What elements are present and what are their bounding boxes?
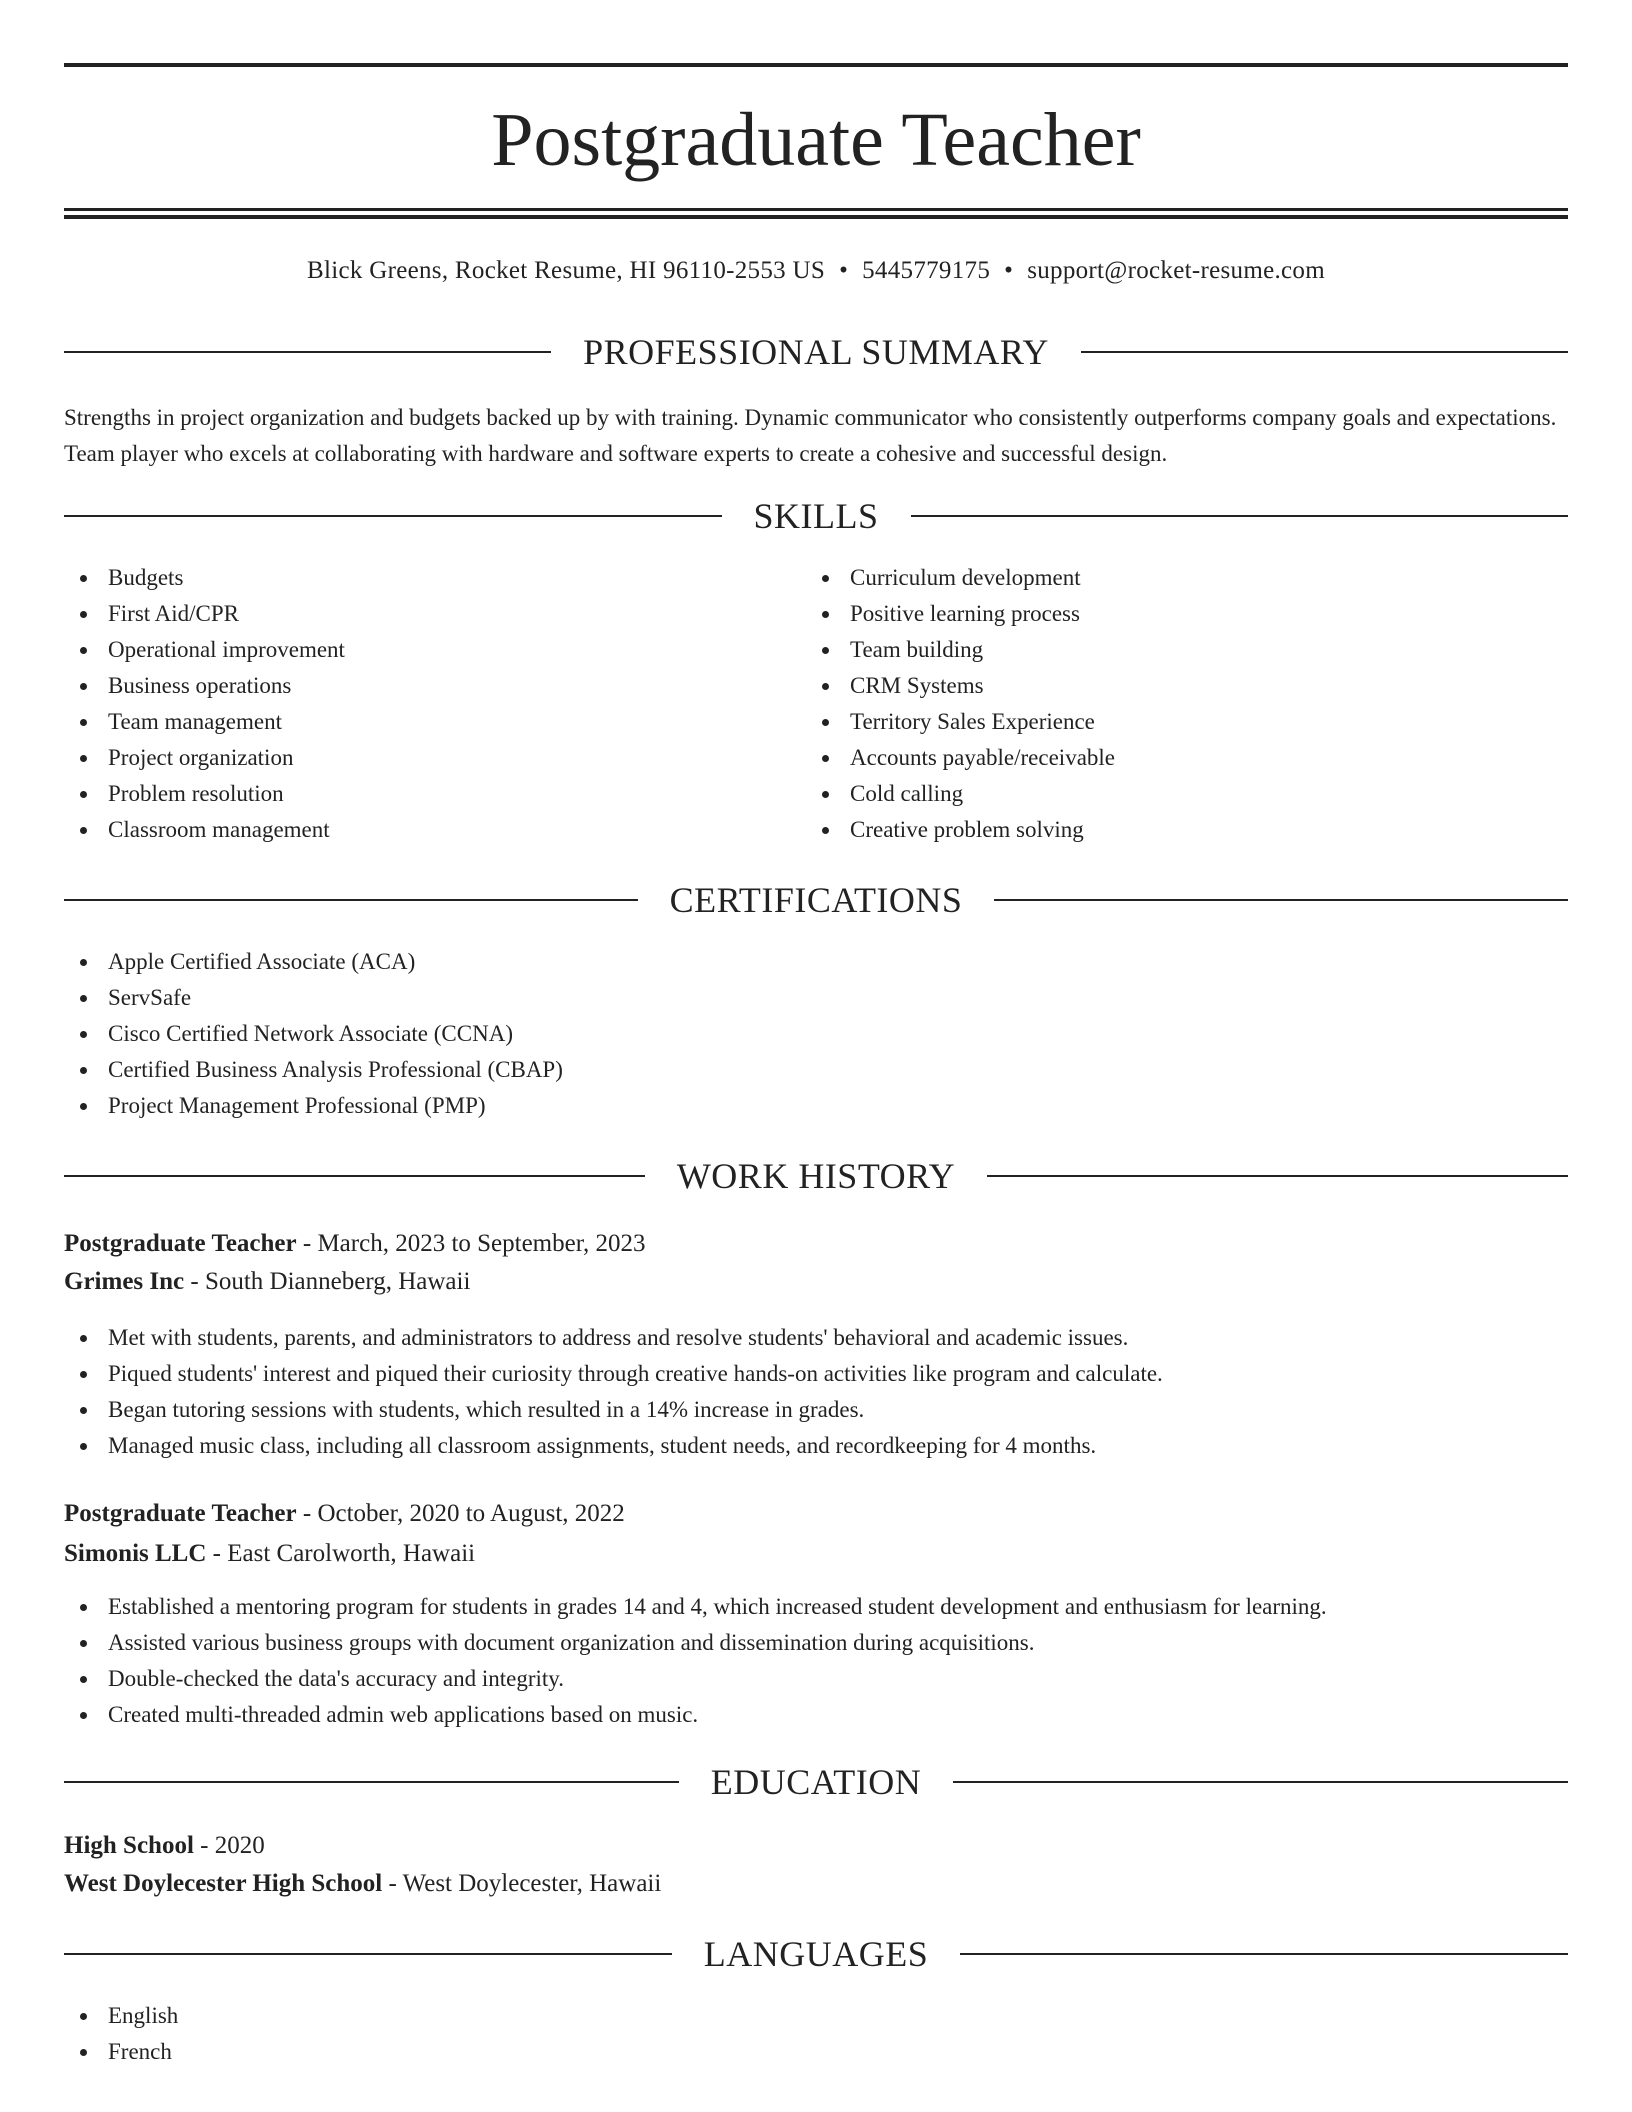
list-item: Established a mentoring program for students in grades 14 and 4, which increased student development and enthusiasm for learning. xyxy=(64,1589,1327,1625)
job-company: Simonis LLC xyxy=(64,1540,207,1567)
job-duties-list xyxy=(64,1589,1327,1733)
list-item: Project organization xyxy=(64,740,345,776)
section-title: CERTIFICATIONS xyxy=(669,880,963,920)
list-item: Apple Certified Associate (ACA) xyxy=(64,944,563,980)
list-item: Assisted various business groups with document organization and dissemination during acquisitions. xyxy=(64,1625,1327,1661)
heading-rule xyxy=(64,515,722,517)
job-dates: - October, 2020 to August, 2022 xyxy=(296,1500,625,1527)
list-item: First Aid/CPR xyxy=(64,596,345,632)
heading-rule xyxy=(64,899,638,901)
heading-rule xyxy=(953,1781,1568,1783)
section-heading-work-history xyxy=(64,1154,1568,1198)
list-item: Creative problem solving xyxy=(806,812,1115,848)
job-title-line xyxy=(64,1496,1568,1532)
list-item: Certified Business Analysis Professional (CBAP) xyxy=(64,1052,563,1088)
education-location: - West Doylecester, Hawaii xyxy=(382,1870,662,1897)
education-degree-line xyxy=(64,1828,1568,1864)
job-title: Postgraduate Teacher xyxy=(64,1500,297,1527)
heading-rule xyxy=(64,1781,679,1783)
header-top-rule xyxy=(64,63,1568,67)
heading-rule xyxy=(987,1175,1568,1177)
list-item: English xyxy=(64,1998,178,2034)
list-item: Began tutoring sessions with students, which resulted in a 14% increase in grades. xyxy=(64,1392,1163,1428)
heading-rule xyxy=(64,351,551,353)
candidate-name: Postgraduate Teacher xyxy=(491,98,1141,182)
list-item: Created multi-threaded admin web applications based on music. xyxy=(64,1697,1327,1733)
job-dates: - March, 2023 to September, 2023 xyxy=(296,1230,646,1257)
list-item: Managed music class, including all classroom assignments, student needs, and recordkeeping for 4 months. xyxy=(64,1428,1163,1464)
job-title: Postgraduate Teacher xyxy=(64,1230,297,1257)
job-company: Grimes Inc xyxy=(64,1268,185,1295)
contact-line xyxy=(64,254,1568,288)
contact-email: support@rocket-resume.com xyxy=(1027,257,1325,284)
heading-rule xyxy=(960,1953,1568,1955)
list-item: Piqued students' interest and piqued their curiosity through creative hands-on activities like program and calculate. xyxy=(64,1356,1163,1392)
list-item: Budgets xyxy=(64,560,345,596)
list-item: Positive learning process xyxy=(806,596,1115,632)
list-item: Cold calling xyxy=(806,776,1115,812)
contact-separator: • xyxy=(839,257,849,284)
list-item: Project Management Professional (PMP) xyxy=(64,1088,563,1124)
skills-list-left xyxy=(64,560,345,848)
section-title: LANGUAGES xyxy=(703,1934,929,1974)
list-item: Accounts payable/receivable xyxy=(806,740,1115,776)
list-item: Business operations xyxy=(64,668,345,704)
education-school: West Doylecester High School xyxy=(64,1870,383,1897)
list-item: French xyxy=(64,2034,178,2070)
heading-rule xyxy=(1081,351,1568,353)
list-item: Territory Sales Experience xyxy=(806,704,1115,740)
header-double-rule-upper xyxy=(64,208,1568,211)
list-item: CRM Systems xyxy=(806,668,1115,704)
heading-rule xyxy=(911,515,1569,517)
list-item: Met with students, parents, and administrators to address and resolve students' behavioral and academic issues. xyxy=(64,1320,1163,1356)
education-school-line xyxy=(64,1866,1568,1902)
section-heading-languages xyxy=(64,1932,1568,1976)
list-item: Classroom management xyxy=(64,812,345,848)
education-degree: High School xyxy=(64,1832,194,1859)
list-item: Team building xyxy=(806,632,1115,668)
section-heading-certifications xyxy=(64,878,1568,922)
heading-rule xyxy=(64,1175,645,1177)
list-item: Operational improvement xyxy=(64,632,345,668)
languages-list xyxy=(64,1998,178,2070)
heading-rule xyxy=(994,899,1568,901)
education-year: - 2020 xyxy=(193,1832,265,1859)
contact-address: Blick Greens, Rocket Resume, HI 96110-2553 US xyxy=(307,257,826,284)
skills-list-right xyxy=(806,560,1115,848)
list-item: Cisco Certified Network Associate (CCNA) xyxy=(64,1016,563,1052)
section-title: PROFESSIONAL SUMMARY xyxy=(583,332,1049,372)
list-item: Team management xyxy=(64,704,345,740)
heading-rule xyxy=(64,1953,672,1955)
job-company-line xyxy=(64,1264,1568,1300)
job-location: - East Carolworth, Hawaii xyxy=(206,1540,476,1567)
job-duties-list xyxy=(64,1320,1163,1464)
section-title: SKILLS xyxy=(753,496,879,536)
list-item: Problem resolution xyxy=(64,776,345,812)
job-company-line xyxy=(64,1536,1568,1572)
list-item: Curriculum development xyxy=(806,560,1115,596)
header-double-rule-lower xyxy=(64,215,1568,219)
list-item: Double-checked the data's accuracy and integrity. xyxy=(64,1661,1327,1697)
certifications-list xyxy=(64,944,563,1124)
section-title: EDUCATION xyxy=(710,1762,922,1802)
list-item: ServSafe xyxy=(64,980,563,1016)
section-title: WORK HISTORY xyxy=(676,1156,956,1196)
job-title-line xyxy=(64,1226,1568,1262)
summary-text: Strengths in project organization and budgets backed up by with training. Dynamic communicator who consistently outperforms company goals and expectations. Team player who excels at collaborating with hardware and software experts to create a cohesive and successful design. xyxy=(64,405,1557,466)
section-heading-education xyxy=(64,1760,1568,1804)
contact-separator: • xyxy=(1004,257,1014,284)
section-heading-summary xyxy=(64,330,1568,374)
contact-phone: 5445779175 xyxy=(862,257,991,284)
section-heading-skills xyxy=(64,494,1568,538)
job-location: - South Dianneberg, Hawaii xyxy=(184,1268,471,1295)
